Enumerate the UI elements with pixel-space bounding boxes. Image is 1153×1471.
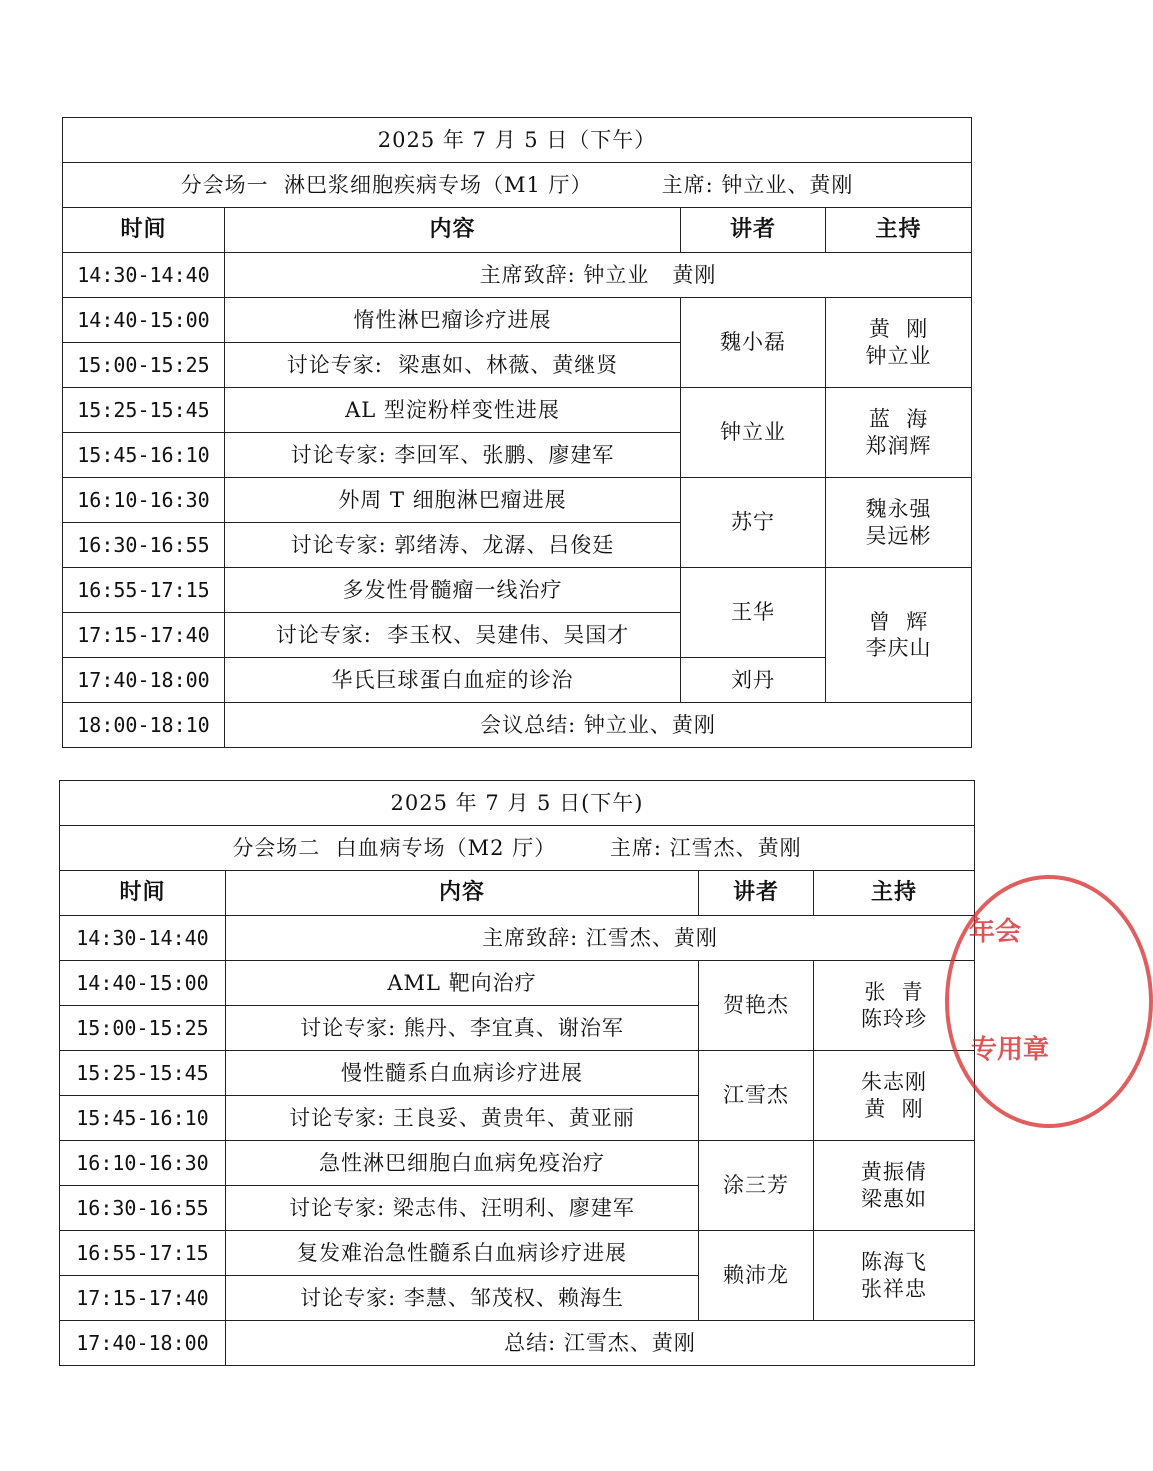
host-cell (814, 1231, 975, 1321)
col-header-content: 内容 (225, 208, 681, 253)
table-row (63, 568, 972, 613)
table-row (60, 1051, 975, 1096)
host-name: 朱志刚 (861, 1070, 927, 1095)
host-name: 张 青 (864, 980, 924, 1005)
time-cell: 18:00-18:10 (63, 703, 225, 748)
host-name: 郑润辉 (865, 433, 932, 458)
host-cell (826, 568, 972, 703)
table-row (60, 916, 975, 961)
col-header-time: 时间 (63, 208, 225, 253)
col-header-host: 主持 (814, 871, 975, 916)
content-cell: 慢性髓系白血病诊疗进展 (226, 1051, 699, 1096)
time-cell: 14:30-14:40 (60, 916, 226, 961)
time-cell: 16:30-16:55 (60, 1186, 226, 1231)
content-cell: 复发难治急性髓系白血病诊疗进展 (226, 1231, 699, 1276)
table-row (63, 253, 972, 298)
host-name: 陈玲珍 (861, 1006, 927, 1031)
host-name: 张祥忠 (861, 1276, 927, 1301)
host-cell (826, 298, 972, 388)
col-header-time: 时间 (60, 871, 226, 916)
speaker-cell: 贺艳杰 (699, 961, 814, 1051)
time-cell: 15:25-15:45 (60, 1051, 226, 1096)
time-cell: 16:10-16:30 (63, 478, 225, 523)
host-name: 黄 刚 (864, 1096, 924, 1121)
table-row (63, 388, 972, 433)
session2-table (59, 780, 975, 1366)
time-cell: 14:30-14:40 (63, 253, 225, 298)
table-row (63, 298, 972, 343)
host-name: 李庆山 (865, 636, 932, 660)
table-row (63, 703, 972, 748)
table-row (60, 961, 975, 1006)
content-cell: 多发性骨髓瘤一线治疗 (225, 568, 681, 613)
content-cell: 总结: 江雪杰、黄刚 (226, 1321, 975, 1366)
speaker-cell: 王华 (681, 568, 826, 658)
host-name: 钟立业 (865, 343, 932, 368)
time-cell: 15:45-16:10 (63, 433, 225, 478)
speaker-cell: 赖沛龙 (699, 1231, 814, 1321)
session2-date: 2025 年 7 月 5 日(下午) (60, 781, 975, 826)
content-cell: AML 靶向治疗 (226, 961, 699, 1006)
speaker-cell: 刘丹 (681, 658, 826, 703)
red-seal-stamp (945, 875, 1153, 1128)
time-cell: 15:00-15:25 (63, 343, 225, 388)
host-name: 蓝 海 (868, 407, 929, 432)
host-name: 梁惠如 (861, 1186, 927, 1211)
speaker-cell: 涂三芳 (699, 1141, 814, 1231)
stamp-text: 专用章 (971, 1035, 1050, 1065)
content-cell: 主席致辞: 江雪杰、黄刚 (226, 916, 975, 961)
host-name: 黄 刚 (868, 317, 929, 342)
time-cell: 17:15-17:40 (63, 613, 225, 658)
session1-date: 2025 年 7 月 5 日（下午） (63, 118, 972, 163)
col-header-speaker: 讲者 (681, 208, 826, 253)
time-cell: 17:15-17:40 (60, 1276, 226, 1321)
content-cell: 惰性淋巴瘤诊疗进展 (225, 298, 681, 343)
time-cell: 14:40-15:00 (60, 961, 226, 1006)
time-cell: 16:30-16:55 (63, 523, 225, 568)
session2-title: 分会场二 白血病专场（M2 厅） 主席: 江雪杰、黄刚 (60, 826, 975, 871)
discussion-cell: 讨论专家: 熊丹、李宜真、谢治军 (226, 1006, 699, 1051)
time-cell: 16:55-17:15 (63, 568, 225, 613)
table-row (60, 1231, 975, 1276)
host-cell (814, 1051, 975, 1141)
time-cell: 16:10-16:30 (60, 1141, 226, 1186)
time-cell: 14:40-15:00 (63, 298, 225, 343)
content-cell: 主席致辞: 钟立业 黄刚 (225, 253, 972, 298)
stamp-text: 年会 (969, 917, 1022, 947)
table-row (63, 478, 972, 523)
content-cell: 外周 T 细胞淋巴瘤进展 (225, 478, 681, 523)
speaker-cell: 魏小磊 (681, 298, 826, 388)
time-cell: 16:55-17:15 (60, 1231, 226, 1276)
time-cell: 15:25-15:45 (63, 388, 225, 433)
time-cell: 15:45-16:10 (60, 1096, 226, 1141)
discussion-cell: 讨论专家: 梁志伟、汪明利、廖建军 (226, 1186, 699, 1231)
host-cell (826, 388, 972, 478)
table-row (60, 1141, 975, 1186)
host-name: 魏永强 (865, 497, 932, 522)
host-name: 陈海飞 (861, 1250, 927, 1275)
table-row (60, 1321, 975, 1366)
speaker-cell: 江雪杰 (699, 1051, 814, 1141)
discussion-cell: 讨论专家: 梁惠如、林薇、黄继贤 (225, 343, 681, 388)
time-cell: 17:40-18:00 (60, 1321, 226, 1366)
host-name: 吴远彬 (865, 523, 932, 548)
content-cell: 急性淋巴细胞白血病免疫治疗 (226, 1141, 699, 1186)
content-cell: 华氏巨球蛋白血症的诊治 (225, 658, 681, 703)
speaker-cell: 苏宁 (681, 478, 826, 568)
discussion-cell: 讨论专家: 李回军、张鹏、廖建军 (225, 433, 681, 478)
host-name: 曾 辉 (868, 609, 929, 634)
content-cell: AL 型淀粉样变性进展 (225, 388, 681, 433)
content-cell: 会议总结: 钟立业、黄刚 (225, 703, 972, 748)
session1-title: 分会场一 淋巴浆细胞疾病专场（M1 厅） 主席: 钟立业、黄刚 (63, 163, 972, 208)
col-header-content: 内容 (226, 871, 699, 916)
host-cell (814, 1141, 975, 1231)
session1-table (62, 117, 972, 748)
discussion-cell: 讨论专家: 郭绪涛、龙潺、吕俊廷 (225, 523, 681, 568)
col-header-host: 主持 (826, 208, 972, 253)
host-cell (826, 478, 972, 568)
discussion-cell: 讨论专家: 李慧、邹茂权、赖海生 (226, 1276, 699, 1321)
col-header-speaker: 讲者 (699, 871, 814, 916)
time-cell: 17:40-18:00 (63, 658, 225, 703)
speaker-cell: 钟立业 (681, 388, 826, 478)
host-name: 黄振倩 (861, 1160, 927, 1185)
discussion-cell: 讨论专家: 李玉权、吴建伟、吴国才 (225, 613, 681, 658)
time-cell: 15:00-15:25 (60, 1006, 226, 1051)
discussion-cell: 讨论专家: 王良妥、黄贵年、黄亚丽 (226, 1096, 699, 1141)
